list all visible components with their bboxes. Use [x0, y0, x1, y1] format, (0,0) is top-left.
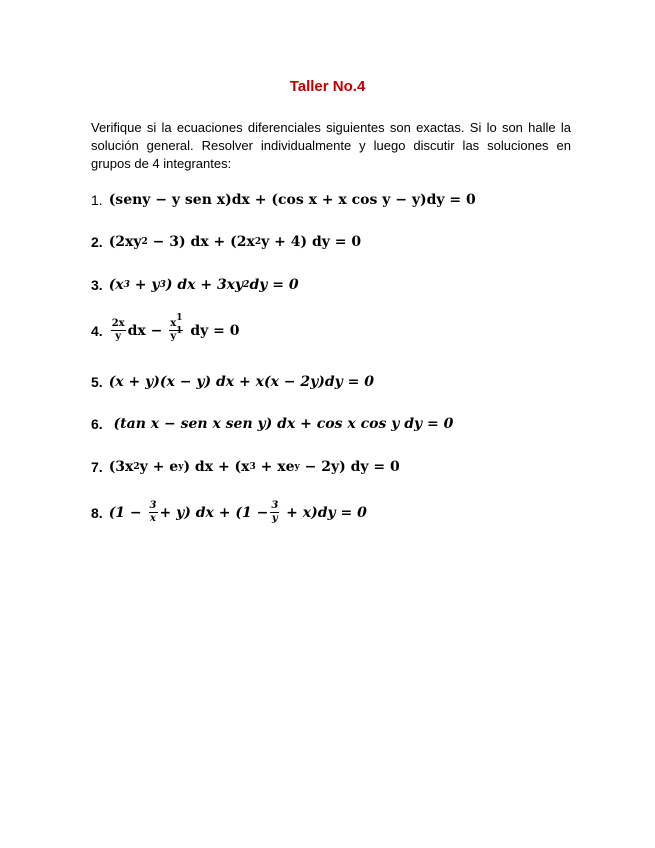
equation-text: + y	[129, 277, 160, 293]
equation-8	[91, 500, 367, 525]
fraction-denominator: y	[115, 331, 122, 342]
equation-text: ) dx + 3xy	[165, 277, 244, 293]
page-title: Taller No.4	[289, 78, 366, 95]
equation-text: dx −	[127, 322, 168, 339]
equation-3: 3. (x 3 + y 3 ) dx + 3xy 2 dy = 0	[91, 277, 299, 293]
equation-5	[91, 374, 374, 390]
equation-number: 1.	[91, 192, 103, 208]
fraction	[149, 500, 158, 525]
exponent: 1	[176, 326, 183, 336]
equation-text: + x)dy = 0	[281, 504, 367, 521]
equation-text: (seny − y sen x)dx + (cos x + x cos y − y)dy = 0	[108, 192, 476, 208]
equation-text: + y) dx + (1 −	[159, 504, 269, 521]
equation-text: − 2y) dy = 0	[299, 459, 400, 475]
equation-number: 4.	[91, 322, 103, 339]
equation-6	[91, 416, 453, 432]
equation-text: (tan x − sen x sen y) dx + cos x cos y dy = 0	[108, 416, 454, 432]
fraction-denominator: y	[170, 331, 177, 342]
exponent: 1	[176, 313, 183, 323]
equation-1	[91, 192, 476, 208]
fraction-denominator: y	[271, 513, 278, 524]
fraction	[169, 313, 183, 343]
equation-text: − 3) dx + (2x	[147, 234, 255, 250]
equation-number: 8.	[91, 504, 103, 521]
fraction-denominator: x	[150, 513, 156, 524]
equation-7: 7. (3x 2 y + e y ) dx + (x 3 + xe y − 2y) dy = 0	[91, 459, 400, 475]
equation-text: + xe	[255, 459, 295, 475]
fraction-numerator: 3	[271, 500, 279, 511]
equation-text: (x	[108, 277, 124, 293]
equation-number: 2.	[91, 234, 103, 250]
equation-text: y + 4) dy = 0	[261, 234, 362, 250]
equation-number: 3.	[91, 277, 103, 293]
fraction-numerator: x	[170, 318, 177, 329]
fraction-numerator: 2x	[111, 318, 125, 329]
equation-text: (3x	[108, 459, 134, 475]
equation-4	[91, 313, 240, 343]
equation-text: (2xy	[108, 234, 142, 250]
fraction-numerator: 3	[149, 500, 157, 511]
fraction	[111, 318, 126, 343]
instructions-paragraph: Verifique si la ecuaciones diferenciales siguientes son exactas. Si lo son halle la solución general. Resolver individualmente y luego discutir las soluciones en grupos de 4 integrantes:	[91, 120, 571, 171]
equation-text: y + e	[139, 459, 179, 475]
equation-text: dy = 0	[249, 277, 299, 293]
equation-text: ) dx + (x	[183, 459, 250, 475]
equation-text: (1 −	[108, 504, 147, 521]
equation-number: 5.	[91, 374, 103, 390]
equation-text: (x + y)(x − y) dx + x(x − 2y)dy = 0	[108, 374, 375, 390]
equation-number: 6.	[91, 416, 103, 432]
equation-text: dy = 0	[185, 322, 240, 339]
equation-number: 7.	[91, 459, 103, 475]
equation-2: 2. (2xy 2 − 3) dx + (2x 2 y + 4) dy = 0	[91, 234, 362, 250]
fraction	[270, 500, 279, 525]
